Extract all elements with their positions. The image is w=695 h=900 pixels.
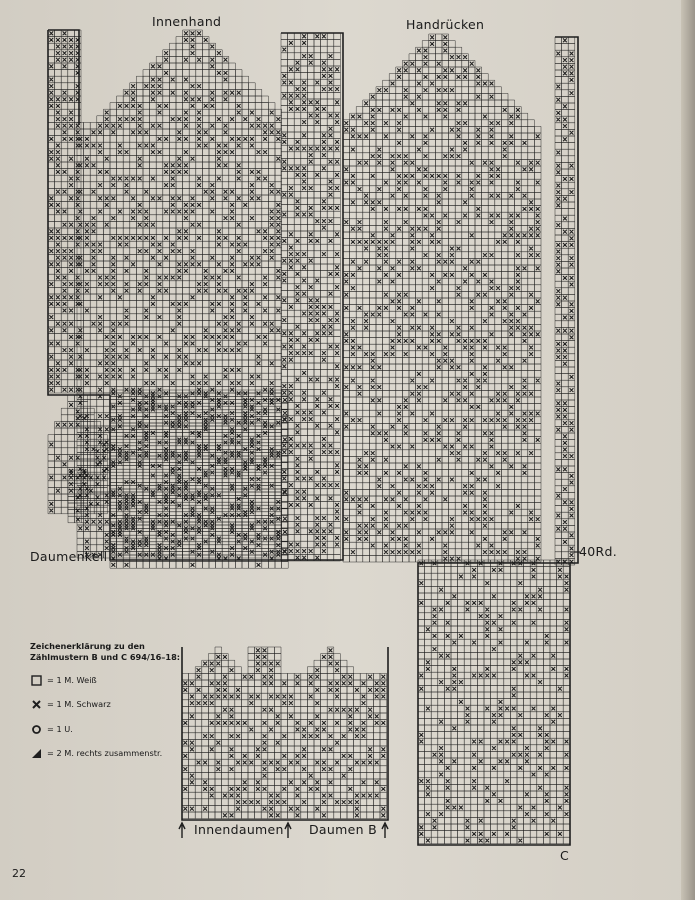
cross-icon: [30, 698, 42, 710]
chart-back: [343, 34, 541, 562]
legend-item-label: = 1 M. Schwarz: [47, 699, 111, 709]
legend-item-black: [30, 698, 111, 710]
chart-thumb-b: [182, 647, 387, 819]
square-icon: [30, 674, 42, 686]
chart-c: [418, 560, 570, 844]
triangle-icon: [30, 747, 42, 759]
chart-left-strip: [48, 30, 81, 393]
chart-right-strip: [555, 37, 575, 565]
legend: [30, 641, 190, 758]
label-40-rounds: 40Rd.: [579, 544, 617, 559]
grid-cells: [555, 37, 575, 565]
label-innendaumen: Innendaumen: [194, 822, 284, 837]
legend-item-white: [30, 674, 97, 686]
legend-title: Zeichenerklärung zu den Zählmustern B und C 694/16–18:: [30, 641, 181, 662]
legend-item-yarn-over: [30, 723, 73, 735]
arrow-up-icon: [285, 823, 291, 838]
label-daumenkeil: Daumenkeil: [30, 549, 108, 564]
label-handruecken: Handrücken: [406, 17, 485, 32]
legend-item-decrease: [30, 747, 162, 759]
circle-icon: [30, 723, 42, 735]
chart-center-strip: [281, 33, 340, 561]
label-innenhand: Innenhand: [152, 14, 222, 29]
grid-cells: [182, 647, 387, 819]
legend-item-label: = 2 M. rechts zusammenstr.: [47, 748, 163, 758]
black-stitches: [419, 561, 568, 842]
legend-item-label: = 1 U.: [47, 724, 73, 734]
arrow-up-icon: [179, 823, 185, 838]
black-stitches: [49, 31, 79, 391]
legend-item-label: = 1 M. Weiß: [47, 675, 97, 685]
grid-cells: [343, 34, 541, 562]
black-stitches: [111, 391, 286, 566]
grid-cells: [281, 33, 340, 561]
label-chart-c: C: [560, 848, 570, 863]
label-daumen-b: Daumen B: [309, 822, 377, 837]
page-number: 22: [12, 867, 26, 880]
arrow-up-icon: [382, 823, 388, 838]
